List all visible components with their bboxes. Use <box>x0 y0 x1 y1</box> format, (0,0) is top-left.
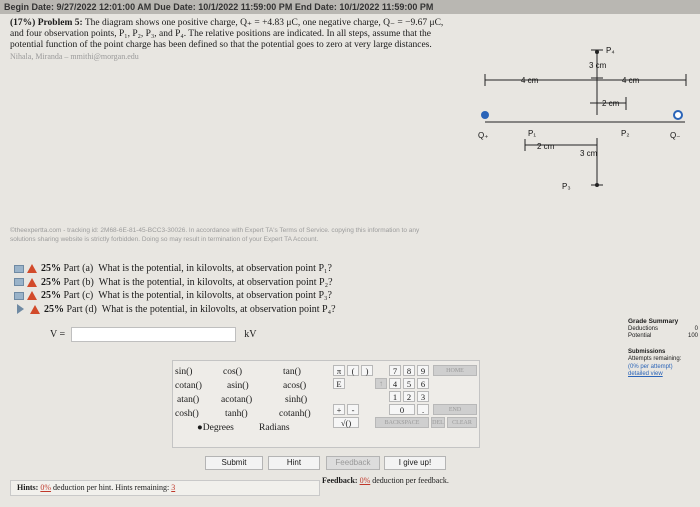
hint-button[interactable]: Hint <box>268 456 320 470</box>
radians-radio[interactable]: Radians <box>259 423 290 433</box>
answer-variable: V = <box>50 329 66 340</box>
key-plus[interactable]: + <box>333 404 345 415</box>
key-dot[interactable]: . <box>417 404 429 415</box>
part-d[interactable]: 25% Part (d) What is the potential, in kilovolts, at observation point P₄? <box>14 303 454 317</box>
dim-2cm-bottom: 2 cm <box>537 142 555 151</box>
key-6[interactable]: 6 <box>417 378 429 389</box>
part-icon <box>14 265 24 273</box>
negative-charge <box>674 111 682 119</box>
key-rparen[interactable]: ) <box>361 365 373 376</box>
key-7[interactable]: 7 <box>389 365 401 376</box>
warning-icon <box>30 305 40 314</box>
fn-cosh[interactable]: cosh() <box>175 409 199 419</box>
key-9[interactable]: 9 <box>417 365 429 376</box>
label-q-plus: Q₊ <box>478 131 489 140</box>
dim-2cm-right: 2 cm <box>602 99 620 108</box>
key-0[interactable]: 0 <box>389 404 415 415</box>
part-icon <box>14 292 24 300</box>
fn-cotanh[interactable]: cotanh() <box>279 409 311 419</box>
label-p4: P₄ <box>606 46 615 55</box>
problem-text: The diagram shows one positive charge, Q₊ = +4.83 μC, one negative charge, Q₋ = −9.67 μC, and four observation points, P₁, P₂, P₃, and P₄. The relative positions are indicated. In all steps, assume that the potential function of the point charge has been defined so that the potential goes to zero at very large distances. <box>10 18 444 50</box>
key-4[interactable]: 4 <box>389 378 401 389</box>
fn-acotan[interactable]: acotan() <box>221 395 253 405</box>
answer-unit: kV <box>244 329 257 340</box>
key-5[interactable]: 5 <box>403 378 415 389</box>
hints-remaining: 3 <box>171 483 176 492</box>
problem-header: (17%) Problem 5: <box>10 18 83 28</box>
key-2[interactable]: 2 <box>403 391 415 402</box>
fn-acos[interactable]: acos() <box>283 381 307 391</box>
key-clear[interactable]: CLEAR <box>447 417 477 428</box>
copyright-watermark: ©theexpertta.com - tracking id: 2M68-6E-81-45-BCC3-30026. In accordance with Expert TA's Terms of Service. copying this information to any solutions sharing website is strictly forbidden. Doing so may result in termination of your Expert TA Account. <box>10 227 420 243</box>
key-sqrt[interactable]: √() <box>333 417 359 428</box>
answer-input[interactable] <box>71 327 236 342</box>
label-p2: P₂ <box>621 129 630 138</box>
warning-icon <box>27 278 37 287</box>
feedback-info: Feedback: 0% deduction per feedback. <box>322 476 449 485</box>
problem-statement <box>10 18 450 62</box>
date-bar: Begin Date: 9/27/2022 12:01:00 AM Due Date: 10/1/2022 11:59:00 PM End Date: 10/1/2022 11:59:00 PM <box>0 0 700 14</box>
key-1[interactable]: 1 <box>389 391 401 402</box>
key-backspace[interactable]: BACKSPACE <box>375 417 429 428</box>
key-end[interactable]: END <box>433 404 477 415</box>
part-a[interactable]: 25% Part (a) What is the potential, in kilovolts, at observation point P₁? <box>14 262 454 276</box>
fn-sin[interactable]: sin() <box>175 367 193 377</box>
key-minus[interactable]: - <box>347 404 359 415</box>
dim-4cm-right: 4 cm <box>622 76 640 85</box>
warning-icon <box>27 264 37 273</box>
fn-sinh[interactable]: sinh() <box>285 395 308 405</box>
fn-tan[interactable]: tan() <box>283 367 301 377</box>
calculator-panel <box>172 360 480 448</box>
key-3[interactable]: 3 <box>417 391 429 402</box>
grade-summary: Grade Summary Deductions 0 Potential 100 Submissions Attempts remaining: (0% per attempt) detailed view <box>628 318 698 377</box>
key-pi[interactable]: π <box>333 365 345 376</box>
label-q-minus: Q₋ <box>670 131 681 140</box>
student-email: Nihala, Miranda – mmithi@morgan.edu <box>10 52 139 61</box>
key-home[interactable]: HOME <box>433 365 477 376</box>
play-icon <box>17 304 24 314</box>
part-b[interactable]: 25% Part (b) What is the potential, in kilovolts, at observation point P₂? <box>14 276 454 290</box>
key-up[interactable]: ↑ <box>375 378 387 389</box>
fn-cos[interactable]: cos() <box>223 367 242 377</box>
warning-icon <box>27 291 37 300</box>
key-8[interactable]: 8 <box>403 365 415 376</box>
dim-4cm-left: 4 cm <box>521 76 539 85</box>
label-p1: P₁ <box>528 129 537 138</box>
key-del[interactable]: DEL <box>431 417 445 428</box>
dim-3cm-bottom: 3 cm <box>580 149 598 158</box>
radio-selected-icon: ● <box>197 423 203 433</box>
fn-atan[interactable]: atan() <box>177 395 200 405</box>
key-e[interactable]: E <box>333 378 345 389</box>
detailed-view-link[interactable]: detailed view <box>628 371 663 377</box>
submit-button[interactable]: Submit <box>205 456 263 470</box>
part-icon <box>14 278 24 286</box>
feedback-button[interactable]: Feedback <box>326 456 380 470</box>
dim-3cm-top: 3 cm <box>589 61 607 70</box>
positive-charge <box>481 111 489 119</box>
fn-cotan[interactable]: cotan() <box>175 381 202 391</box>
hints-bar: Hints: 0% deduction per hint. Hints remaining: 3 <box>10 480 320 496</box>
key-lparen[interactable]: ( <box>347 365 359 376</box>
label-p3: P₃ <box>562 182 571 191</box>
give-up-button[interactable]: I give up! <box>384 456 446 470</box>
part-c[interactable]: 25% Part (c) What is the potential, in kilovolts, at observation point P₃? <box>14 289 454 303</box>
degrees-radio[interactable]: ●Degrees <box>197 423 234 433</box>
fn-asin[interactable]: asin() <box>227 381 249 391</box>
charge-diagram <box>470 40 695 200</box>
answer-row <box>50 327 256 342</box>
parts-list <box>14 262 454 316</box>
fn-tanh[interactable]: tanh() <box>225 409 248 419</box>
